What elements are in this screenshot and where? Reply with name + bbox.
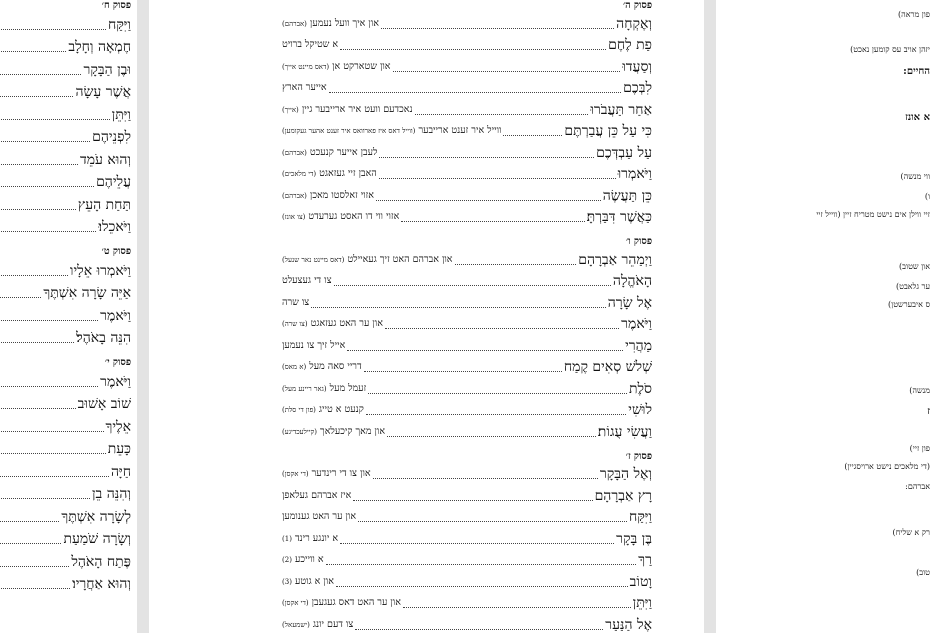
verse-line (0, 459, 131, 482)
translation (282, 422, 385, 442)
verse-line (282, 34, 652, 56)
dotted-leader (368, 393, 627, 394)
hebrew-text: הָאֹהֱלָה (612, 273, 652, 289)
translation (282, 207, 399, 227)
center-page-column (282, 0, 652, 633)
hebrew-text: שְׁלשׁ סְאִים קֶמַח (563, 359, 652, 375)
translation (282, 550, 324, 570)
hebrew-text: אַחַר תַּעֲבֹרוּ (590, 101, 652, 118)
dotted-leader (379, 178, 616, 179)
verse-line (282, 592, 652, 614)
hebrew-text: כָּעֵת (107, 441, 131, 457)
translation-text: אייל זיך צו נעמען (282, 339, 346, 351)
hebrew-text: וְהוּא אַחֲרָיו׃ (72, 576, 131, 592)
verse-line (282, 420, 652, 442)
hebrew-text: וְשָׂרָה שֹׁמַעַת (63, 531, 131, 547)
right-page-line: און שטוב) (899, 262, 930, 271)
dotted-leader (0, 408, 76, 409)
hebrew-text: בֶּן בָּקָר (616, 530, 652, 547)
verse-line (282, 184, 652, 206)
verse-line (0, 303, 131, 326)
dotted-leader (0, 186, 94, 187)
hebrew-text: וְסַעֲדוּ (622, 58, 652, 75)
verse-line (0, 215, 131, 238)
section-gap (282, 227, 652, 236)
verse-line (0, 35, 131, 58)
verse-line (0, 281, 131, 304)
dotted-leader (366, 414, 626, 415)
translation-note: (דאס מיינט נאר שנעל) (282, 255, 345, 264)
right-page-line: טוב) (916, 568, 930, 577)
verse-line (282, 248, 652, 270)
translation (282, 336, 345, 356)
translation (282, 379, 366, 399)
translation (282, 164, 377, 184)
section-gap (0, 348, 131, 357)
translation-note: (ישמעאל) (282, 620, 310, 629)
translation-text: אזוי זאלסטו מאכן (309, 189, 374, 201)
translation-text: און צו די רינדער (311, 468, 371, 479)
hebrew-text: רָץ אַבְרָהָם (594, 487, 652, 504)
hebrew-text: לְשָׂרָה אִשְׁתֶּךָ (61, 508, 131, 525)
right-page-line: זיי ווילן אים נישט מטריח זיין (ווייל זיי (816, 210, 930, 219)
translation-text: און איך וועל נעמען (309, 17, 379, 29)
dotted-leader (379, 157, 594, 158)
translation-note: (3) (282, 577, 292, 586)
dotted-leader (0, 74, 81, 75)
translation (282, 314, 383, 334)
verse-line (282, 549, 652, 571)
dotted-leader (387, 436, 596, 437)
translation-text: צו די געצעלט (282, 275, 332, 286)
verse-line (282, 613, 652, 633)
verse-line (282, 356, 652, 378)
verse-line (282, 570, 652, 592)
dotted-leader (0, 320, 98, 321)
verse-line (0, 572, 131, 595)
translation (282, 593, 401, 613)
dotted-leader (336, 586, 628, 587)
verse-header: פסוק ה׳ (622, 0, 652, 11)
right-page-line: מנשה) (909, 386, 930, 395)
right-page-line: אברהם: (905, 482, 930, 491)
dotted-leader (503, 135, 562, 136)
verse-line (0, 12, 131, 35)
dotted-leader (376, 200, 601, 201)
dotted-leader (393, 71, 621, 72)
hebrew-text: כֵּן תַּעֲשֶׂה (602, 187, 652, 204)
dotted-leader (0, 566, 69, 567)
left-page-column (0, 0, 131, 594)
translation-note: (אברהם) (282, 148, 307, 157)
dotted-leader (0, 431, 104, 432)
verse-header: פסוק ח׳ (101, 0, 131, 11)
dotted-leader (0, 498, 90, 499)
hebrew-text: וְהִנֵּה בֵן (91, 486, 131, 502)
section-gap (0, 237, 131, 246)
dotted-leader (0, 342, 74, 343)
verse-line (282, 377, 652, 399)
hebrew-text: פַת לֶחֶם (608, 37, 652, 53)
verse-line (0, 392, 131, 415)
hebrew-text: עֲלֵיהֶם (96, 174, 131, 190)
dotted-leader (0, 231, 96, 232)
verse-line (0, 147, 131, 170)
verse-line (0, 369, 131, 392)
verse-line (0, 326, 131, 349)
hebrew-text: וְאֶל הַבָּקָר (599, 466, 652, 482)
right-page-line: ו) (924, 192, 930, 201)
translation (282, 100, 413, 120)
hebrew-text: תַּחַת הָעֵץ (77, 196, 131, 213)
verse-line (282, 527, 652, 549)
translation-note: (ווייל דאס איז פארוואס איר זענט אהער געקומען) (282, 127, 416, 135)
translation-text: צו שרה (282, 296, 310, 308)
verse-line (0, 170, 131, 193)
verse-line (0, 125, 131, 148)
hebrew-text: וְאֶקְחָה (616, 15, 652, 32)
hebrew-text: וָטוֹב (629, 573, 652, 590)
verse-line (282, 12, 652, 34)
hebrew-text: וַיִּתֵּן (111, 106, 131, 123)
hebrew-text: אֶל הַנַּעַר (605, 616, 652, 633)
translation (282, 572, 334, 592)
dotted-leader (0, 297, 41, 298)
translation (282, 14, 379, 34)
verse-line (282, 120, 652, 142)
verse-line (0, 80, 131, 103)
hebrew-text: לִפְנֵיהֶם (92, 129, 131, 145)
verse-line (282, 141, 652, 163)
hebrew-text: לוּשִׁי (628, 402, 652, 418)
hebrew-text: שׁוֹב אָשׁוּב (77, 396, 131, 412)
translation (282, 121, 501, 141)
verse-header: פסוק י׳ (104, 357, 131, 368)
verse-line (282, 77, 652, 99)
verse-header: פסוק ז׳ (625, 450, 652, 462)
translation (282, 186, 374, 206)
right-page-line: א אונז (905, 112, 930, 123)
translation (282, 271, 332, 291)
dotted-leader (0, 209, 76, 210)
dotted-leader (385, 328, 619, 329)
dotted-leader (353, 500, 592, 501)
page-right (716, 0, 932, 633)
translation-note: (אייך) (282, 105, 299, 114)
translation-text: א שטיקל ברויט (282, 39, 339, 50)
hebrew-text: וּבֶן הַבָּקָר (83, 61, 131, 78)
translation-text: קנעט א טייג (318, 404, 364, 415)
translation-text: און שטארקט אן (332, 60, 391, 72)
translation-note: (צו אונז) (282, 213, 306, 221)
translation-text: האבן זיי געזאגט (319, 168, 377, 179)
hebrew-text: וַיִּקַּח (628, 509, 652, 525)
verse-line (282, 270, 652, 292)
verse-header: פסוק ו׳ (625, 236, 652, 247)
dotted-leader (0, 453, 106, 454)
dotted-leader (311, 307, 605, 308)
section-gap (282, 442, 652, 451)
translation-note: (די אקסן) (282, 470, 309, 478)
translation-text: און אברהם האט זיך געאיילט (347, 253, 453, 265)
translation (282, 486, 351, 506)
verse-line (282, 484, 652, 506)
right-page-line: החיים: (903, 66, 930, 77)
translation-text: אייער הארץ (282, 82, 327, 93)
verse-line (0, 57, 131, 80)
verse-line (0, 504, 131, 527)
translation-text: און ער האט געזאגט (310, 318, 383, 329)
verse-line (282, 291, 652, 313)
translation-note: (קיילעכדיגע) (282, 427, 318, 436)
dotted-leader (373, 478, 598, 479)
right-page-line: ס איבערשטן) (888, 300, 930, 309)
verse-line (0, 414, 131, 437)
translation-text: און ער האט גענומען (282, 511, 357, 522)
right-page-line: (די מלאכים נישט ארויסגיין) (844, 462, 930, 471)
hebrew-text: וְהוּא עֹמֵד (79, 151, 131, 168)
translation-note: (א מאס) (282, 363, 307, 371)
right-page-line: ז (927, 406, 930, 417)
dotted-leader (455, 264, 577, 265)
verse-line (282, 98, 652, 120)
hebrew-text: פֶּתַח הָאֹהֶל (71, 553, 131, 570)
right-page-line: ווי מנשה) (900, 172, 930, 181)
translation-text: זעמל מעל (329, 382, 367, 394)
hebrew-text: וַיֹּאמֶר (100, 373, 131, 390)
translation-note: (די אקסן) (282, 599, 309, 607)
hebrew-text: אַיֵּה שָׂרָה אִשְׁתֶּךָ (43, 285, 131, 301)
translation (282, 464, 371, 484)
dotted-leader (0, 119, 110, 120)
translation-text: און ער האט דאס געגעבן (311, 597, 401, 608)
verse-line (282, 334, 652, 356)
hebrew-text: רַךְ (638, 552, 652, 568)
hebrew-text: וַיֹּאמֶר (100, 307, 131, 324)
hebrew-text: אֶל שָׂרָה (607, 294, 652, 311)
dotted-leader (0, 543, 61, 544)
translation-text: א יונגע רינד (294, 532, 339, 544)
translation-note: (דאס מיינט אייך) (282, 62, 330, 71)
translation-text: צו דעם יונג (312, 618, 354, 630)
dotted-leader (326, 564, 637, 565)
right-page-line: פון מראה) (897, 10, 930, 19)
translation (282, 400, 364, 420)
translation (282, 57, 391, 77)
translation-text: א ווייכע (294, 554, 324, 565)
dotted-leader (0, 476, 109, 477)
hebrew-text: כַּאֲשֶׁר דִּבַּרְתָּ׃ (586, 209, 652, 225)
dotted-leader (340, 543, 614, 544)
verse-line (0, 258, 131, 281)
translation (282, 293, 309, 313)
translation (282, 250, 453, 270)
translation-text: ווייל איר זענט ארייבער (418, 125, 502, 136)
translation-text: און א גוטע (294, 575, 334, 587)
hebrew-text: וַיִּקַּח (107, 16, 131, 33)
translation (282, 529, 338, 549)
verse-line (0, 102, 131, 125)
dotted-leader (329, 92, 622, 93)
right-page-line: יזהן אויב עס קומען נאכט) (850, 45, 930, 54)
translation (282, 143, 377, 163)
hebrew-text: וַיֹּאמְרוּ אֵלָיו (69, 262, 131, 279)
translation-note: (1) (282, 534, 292, 543)
page-center (149, 0, 704, 633)
translation-text: איז אברהם געלאפן (282, 489, 352, 501)
verse-line (282, 399, 652, 421)
hebrew-text: וַיֹּאמְרוּ (617, 166, 652, 182)
hebrew-text: וַיֹּאמֶר (621, 316, 652, 332)
right-page-line: רק א שליח) (892, 528, 930, 537)
verse-line (282, 55, 652, 77)
translation-text: דריי סאה מעל (309, 361, 362, 372)
dotted-leader (0, 51, 66, 52)
hebrew-text: הִנֵּה בָאֹהֶל׃ (76, 330, 131, 346)
translation-note: (גאר ריינע מעל) (282, 384, 327, 393)
translation-note: (2) (282, 556, 292, 564)
right-page-line: פון זיי) (909, 444, 930, 453)
verse-line (0, 527, 131, 550)
dotted-leader (0, 141, 90, 142)
dotted-leader (0, 29, 106, 30)
dotted-leader (0, 588, 70, 589)
dotted-leader (340, 49, 606, 50)
hebrew-text: וַיִּתֵּן (632, 595, 652, 611)
verse-line (0, 192, 131, 215)
translation-text: נאכדעם וועט איר ארייבער גיין (301, 103, 413, 115)
dotted-leader (0, 521, 59, 522)
verse-line (282, 463, 652, 485)
dotted-leader (355, 629, 603, 630)
verse-line (282, 313, 652, 335)
page-left (0, 0, 137, 633)
translation-note: (צו שרה) (282, 320, 308, 328)
hebrew-text: אֵלֶיךָ (105, 418, 131, 435)
hebrew-text: לִבְּכֶם (623, 80, 652, 96)
translation-text: לעבן אייער קנעכט (309, 146, 378, 158)
hebrew-text: מַהֲרִי (625, 337, 652, 354)
hebrew-text: וַיֹּאכֵלוּ׃ (98, 219, 131, 235)
hebrew-text: וַעֲשִׂי עֻגוֹת׃ (597, 423, 652, 440)
verse-line (282, 163, 652, 185)
verse-line (0, 549, 131, 572)
translation (282, 615, 353, 633)
dotted-leader (334, 285, 611, 286)
hebrew-text: עַל עַבְדְּכֶם (596, 144, 652, 161)
translation-note: (אברהם) (282, 19, 307, 28)
hebrew-text: סֹלֶת (628, 380, 652, 397)
translation (282, 78, 327, 98)
translation (282, 507, 356, 527)
dotted-leader (0, 275, 68, 276)
translation-note: (פון די סלת) (282, 406, 316, 414)
dotted-leader (347, 350, 623, 351)
dotted-leader (401, 221, 584, 222)
translation-text: אזוי ווי דו האסט גערעדט (308, 211, 400, 222)
translation (282, 35, 338, 55)
hebrew-text: וַיְמַהֵר אַבְרָהָם (578, 251, 652, 268)
right-page-line: ער גלאבט) (896, 282, 930, 291)
dotted-leader (381, 28, 614, 29)
hebrew-text: חֶמְאָה וְחָלָב (68, 39, 131, 55)
verse-line (0, 482, 131, 505)
hebrew-text: כִּי עַל כֵּן עֲבַרְתֶּם (564, 123, 652, 139)
dotted-leader (0, 164, 78, 165)
dotted-leader (0, 96, 73, 97)
verse-line (282, 206, 652, 228)
dotted-leader (415, 114, 589, 115)
dotted-leader (364, 371, 562, 372)
dotted-leader (358, 521, 627, 522)
dotted-leader (403, 607, 631, 608)
verse-line (282, 506, 652, 528)
translation-note: (אברהם) (282, 191, 307, 200)
translation-note: (די מלאכים) (282, 170, 317, 178)
hebrew-text: אֲשֶׁר עָשָׂה (75, 84, 131, 100)
translation-text: און מאך קיכעלאך (320, 425, 386, 437)
verse-header: פסוק ט׳ (101, 246, 131, 257)
translation (282, 357, 362, 377)
hebrew-text: חַיָּה (110, 463, 131, 480)
dotted-leader (0, 386, 98, 387)
verse-line (0, 437, 131, 460)
